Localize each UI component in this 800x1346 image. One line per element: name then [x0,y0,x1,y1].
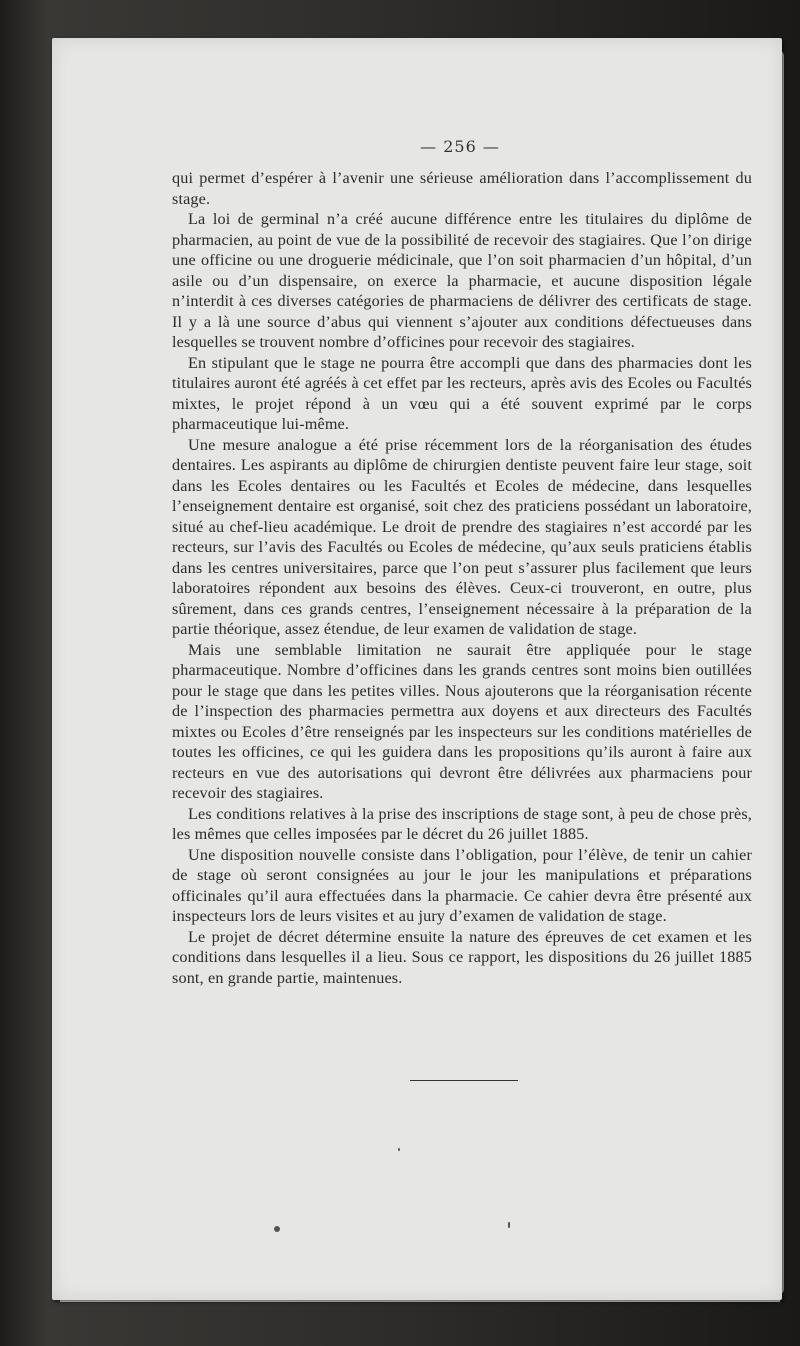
paragraph-3: En stipulant que le stage ne pourra être accompli que dans des pharmacies dont les titulaires auront été agréés à cet effet par les recteurs, après avis des Ecoles ou Facultés mixtes, le projet répond à un vœu qui a été souvent exprimé par le corps pharmaceutique lui-même. [172,353,752,433]
paragraph-4: Une mesure analogue a été prise récemment lors de la réorganisation des études dentaires. Les aspirants au diplôme de chirurgien dentiste peuvent faire leur stage, soit dans les Ecoles dentaires ou les Facultés et Ecoles de médecine, dans lesquelles l’enseignement dentaire est organisé, soit chez des praticiens possédant un laboratoire, situé au chef-lieu académique. Le droit de prendre des stagiaires n’est accordé par les recteurs, sur l’avis des Facultés ou Ecoles de médecine, qu’aux seuls praticiens établis dans les centres universitaires, parce que l’on peut s’assurer plus facilement que leurs laboratoires répondent aux besoins des élèves. Ceux-ci trouveront, en outre, plus sûrement, dans ces grands centres, l’enseignement nécessaire à la préparation de la partie théorique, assez étendue, de leur examen de validation de stage. [172,435,752,638]
paragraph-8: Le projet de décret détermine ensuite la nature des épreuves de cet examen et les conditions dans lesquelles il a lieu. Sous ce rapport, les dispositions du 26 juillet 1885 sont, en grande partie, maintenues. [172,927,752,987]
ink-speck [398,1148,400,1151]
paragraph-5: Mais une semblable limitation ne saurait être appliquée pour le stage pharmaceutique. Nombre d’officines dans les grands centres sont moins bien outillées pour le stage que dans les petites villes. Nous ajouterons que la réorganisation récente de l’inspection des pharmacies permettra aux doyens et aux directeurs des Facultés mixtes ou Ecoles d’être renseignés par les inspecteurs sur les conditions matérielles de toutes les officines, ce qui les guidera dans les propositions qu’ils auront à faire aux recteurs en vue des autorisations qui devront être délivrées aux pharmaciens pour recevoir des stagiaires. [172,640,752,802]
paragraph-6: Les conditions relatives à la prise des inscriptions de stage sont, à peu de chose près, les mêmes que celles imposées par le décret du 26 juillet 1885. [172,804,752,843]
body-text [172,168,752,988]
paragraph-2: La loi de germinal n’a créé aucune différence entre les titulaires du diplôme de pharmacien, au point de vue de la possibilité de recevoir des stagiaires. Que l’on dirige une officine ou une droguerie médicinale, que l’on soit pharmacien d’un hôpital, d’un asile ou d’un dispensaire, on exerce la pharmacie, et aucune disposition légale n’interdit à ces diverses catégories de pharmaciens de délivrer des certificats de stage. Il y a là une source d’abus qui viennent s’ajouter aux conditions défectueuses dans lesquelles se trouvent nombre d’officines pour recevoir des stagiaires. [172,210,752,351]
ink-speck [508,1222,510,1228]
ink-speck [274,1226,280,1232]
end-rule [410,1080,518,1081]
page-number: — 256 — [420,137,500,156]
paragraph-1: qui permet d’espérer à l’avenir une sérieuse amélioration dans l’accomplissement du stage. [172,169,752,208]
paragraph-7: Une disposition nouvelle consiste dans l’obligation, pour l’élève, de tenir un cahier de stage où seront consignées au jour le jour les manipulations et préparations officinales qu’il aura effectuées dans la pharmacie. Ce cahier devra être présenté aux inspecteurs lors de leurs visites et au jury d’examen de validation de stage. [172,845,752,925]
